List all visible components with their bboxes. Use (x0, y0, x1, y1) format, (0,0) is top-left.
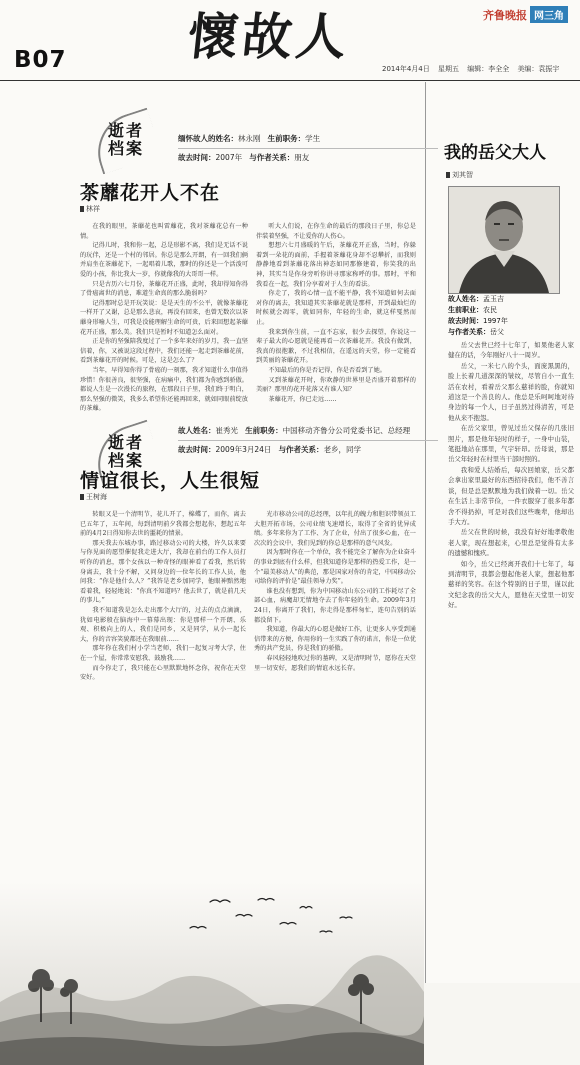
ink-landscape-illustration (0, 882, 424, 1065)
portrait-person-icon (449, 187, 559, 293)
article-2-col-2: 光市移动公司的总经理，以年扎的魄力和胆识带领员工大胆开拓市场，公司业绩飞速增长，取得了全省的优异成绩。多年来你为了工作、为了企业，付出了很多心血，在一次次的会议中，我们见到的你总是那样的意气风发。 因为那时你在一个单位，我不能完全了解你为企业奋斗的事业到底有什么样，但我知道你是那样的热爱工作，是一个“最美移动人”的典范，那是国家对你的肯定，中国移动公司给你的评价是“最佳领导力奖”。 谁也没有想到，你为中国移动山东公司的工作耗尽了全部心血，病魔却无情地夺去了你年轻的生命。2009年3月24日，你离开了我们，你走得是那样匆忙，连句告别的话都没留下。 我知道，你最大的心愿是做好工作，让更多人享受到通信带来的方便，你用你的一生实践了你的诺言，你是一位优秀的共产党员，你是我们的骄傲。 春风轻轻地吹过你的墓碑，又是清明时节，愿你在天堂里一切安好，愿我们的情谊永远长存。 (254, 511, 416, 672)
issue-date: 2014年4月4日 (382, 65, 430, 73)
designer-credit: 美编：袁振宇 (517, 65, 560, 73)
editor-credit: 编辑：李全全 (467, 65, 510, 73)
portrait-photo (448, 186, 560, 294)
brand-name: 齐鲁晚报 (483, 9, 527, 22)
article-1-author: 林祥 (80, 204, 100, 214)
article-2-col-1: 转眼又是一个清明节，花儿开了，棉蝶了，而你，离去已五年了，五年间，每到清明前夕我都会想起你，想起五年前的4月2日得知你去世的噩耗的情景。 那天我去东城办事，路过移动公司的大楼，许久以来要与你见面的愿望催促我走进大厅，我却在前台的工作人员打听你的消息，那个女孩以一种奇怪的眼神看了看我，然后转身离去，我十分不解，又问身边的一位年长的工作人员，他问我：“你是他什么人？”我答是老乡加同学，他眼神黯然地看着我，轻轻地说：“你真不知道吗？他去世了，就是前几天的事儿。” 我不知道我是怎么走出那个大厅的，过去的点点滴滴，犹如电影般在脑海中一幕幕出现：你是那样一个开朗、乐观、积极向上的人，我们是同乡，又是同学，从小一起长大，你的音容笑貌都还在我眼前…… 那年你在我们村小学当老师，我们一起复习考大学，住在一个屋，你常常安慰我、鼓励我…… 而今你走了，我只能在心里默默地怀念你，祝你在天堂安好。 (80, 511, 246, 682)
archive-label-2: 逝者 档案 (108, 434, 144, 470)
sidebar-author: 刘其智 (446, 170, 473, 180)
archive-info-1: 缅怀故人的姓名：林永刚 生前职务：学生 故去时间：2007年 与作者关系：朋友 (178, 130, 438, 167)
masthead-brand (483, 6, 568, 23)
column-divider (425, 82, 426, 983)
sidebar-article (428, 82, 580, 983)
page-number: B07 (14, 47, 67, 73)
brand-badge: 网三角 (530, 6, 568, 23)
article-1-col-2: 听大人们说，在你生命的最后的那段日子里，你总是伴装着坚强，不让爱你的人伤心。 想想六七月盛暖的午后，茶蘼花开正盛，当时，你躲着到一朵花的面前，手握着茶蘼花身却不忍攀折，而我则静静地看到茶蘼花落出神态如同那修建着，你笑我的出神，其实当是你身旁听你讲寻那家称呼的事。那时，平和我看在一起，我们分享着对于人生的看法。 你走了，我的心情一直不能平静，我不知道如何去面对你的离去，我知道其实茶蘼花就是那样，开到最灿烂的时候就会凋零，就如同你，年轻的生命，就这样戛然而止。 我来到你生前，一直不忘家，很少去探望，你说这一辈子最大的心愿就是能再看一次茶蘼花开。我没有做到，我真的很抱歉，不过我相信，在遥远的天堂，你一定能看到美丽的茶蘼花开。 不知最后的你是否记得，你是否看到了她。 又到茶蘼花开时，你欢静的世界里是否盛开着那样的美丽？那里的花开花落又有谁人知？ 茶蘼花开，你已走远…… (256, 223, 416, 403)
issue-meta (382, 64, 565, 74)
issue-weekday: 星期五 (437, 65, 459, 73)
archive-label-1: 逝者 档案 (108, 122, 144, 158)
article-2-author: 王树海 (80, 492, 107, 502)
archive-info-2: 故人姓名：崔秀光 生前职务：中国移动齐鲁分公司党委书记、总经理 故去时间：2009年3月24日 与作者关系：老乡，同学 (178, 422, 438, 459)
column-title: 懷故人 (184, 7, 354, 66)
sidebar-body: 岳父去世已经十七年了，如果他老人家健在的话，今年刚好八十一周岁。 岳父，一米七八的个头，面庞黑黑的，脸上长着几道深深的皱纹，尽管自小一直生活在农村，看着岳父那么慈祥的脸，你就知道这是一个善良的人。他总是乐呵呵地对待身边的每一个人，日子虽然过得清苦，可是他从来不抱怨。 在岳父家里，曾见过岳父保存的几张旧照片，那是他年轻时的样子，一身中山装，笔挺地站在那里，气宇轩昂。岳母说，那是岳父年轻时在村里当干部时照的。 我和爱人结婚后，每次回娘家，岳父都会拿出家里最好的东西招待我们，他不善言谈，但是总是默默地为我们做着一切。岳父在生活上非常节俭，一件衣服穿了很多年都舍不得扔掉，可是对我们这些晚辈，他却出手大方。 岳父在世的时候，我没有好好地孝敬他老人家，现在想起来，心里总是觉得有太多的遗憾和愧疚。 如今，岳父已经离开我们十七年了，每到清明节，我都会想起他老人家，想起他那慈祥的笑容。在这个特别的日子里，谨以此文纪念我的岳父大人，愿他在天堂里一切安好。 (448, 341, 574, 610)
left-content (0, 82, 424, 983)
page-header (0, 0, 580, 81)
article-1-col-1: 在我的眼里，茶蘼花也叫雷蘼花，我对茶蘼花总有一种情。 记得儿时，我和你一起，总是形影不离，我们是无话不说的玩伴，还是一个村的邻居。你总是那么开朗，有一回我们俩并肩坐在茶蘼花下，一起唱着儿歌，那时的你还是一个活泼可爱的小孩，你比我大一岁，你就像我的大哥哥一样。 只是古历六七月份，茶蘼花开正盛，此时，我却得知你得了骨癌离世的消息，难道生命真的那么脆弱吗？ 记得那时总是开玩笑说：是是天生的不公平，就像茶蘼花一样开了又谢，总是那么悲哀，再没有回来，也曾无数次以茶蘼身形喻人生，可我是没能理解生命的可贵，后来回想起茶蘼花开正盛，那么美。我们只是暂时不知道怎么面对。 正是你的坚强陪我度过了一个多年来好的岁月，我一直坚信着，你，又被说这段过程中，我们还能一起走到茶蘼花前，看到茶蘼花开的时候。可是，这是怎么了？ 当年，早得知你得了骨癌的一刻那，我才知道什么事值得珍惜！你很善良，很坚强，在病痛中，我们都为你感到骄傲。都说人生是一次漫长的旅程，在那段日子里，我们终于明白，那么坚强的微笑，我多么希望你还能再回来，就如同眼前绽放的茶蘼。 (80, 223, 248, 413)
brush-stroke-icon (88, 108, 162, 175)
sidebar-title: 我的岳父大人 (444, 143, 546, 163)
article-2-title: 情谊很长，人生很短 (80, 470, 261, 492)
sidebar-archive-info: 故人姓名：孟玉吉 生前职业：农民 故去时间：1997年 与作者关系：岳父 (448, 295, 508, 336)
article-1-title: 茶蘼花开人不在 (80, 182, 221, 204)
